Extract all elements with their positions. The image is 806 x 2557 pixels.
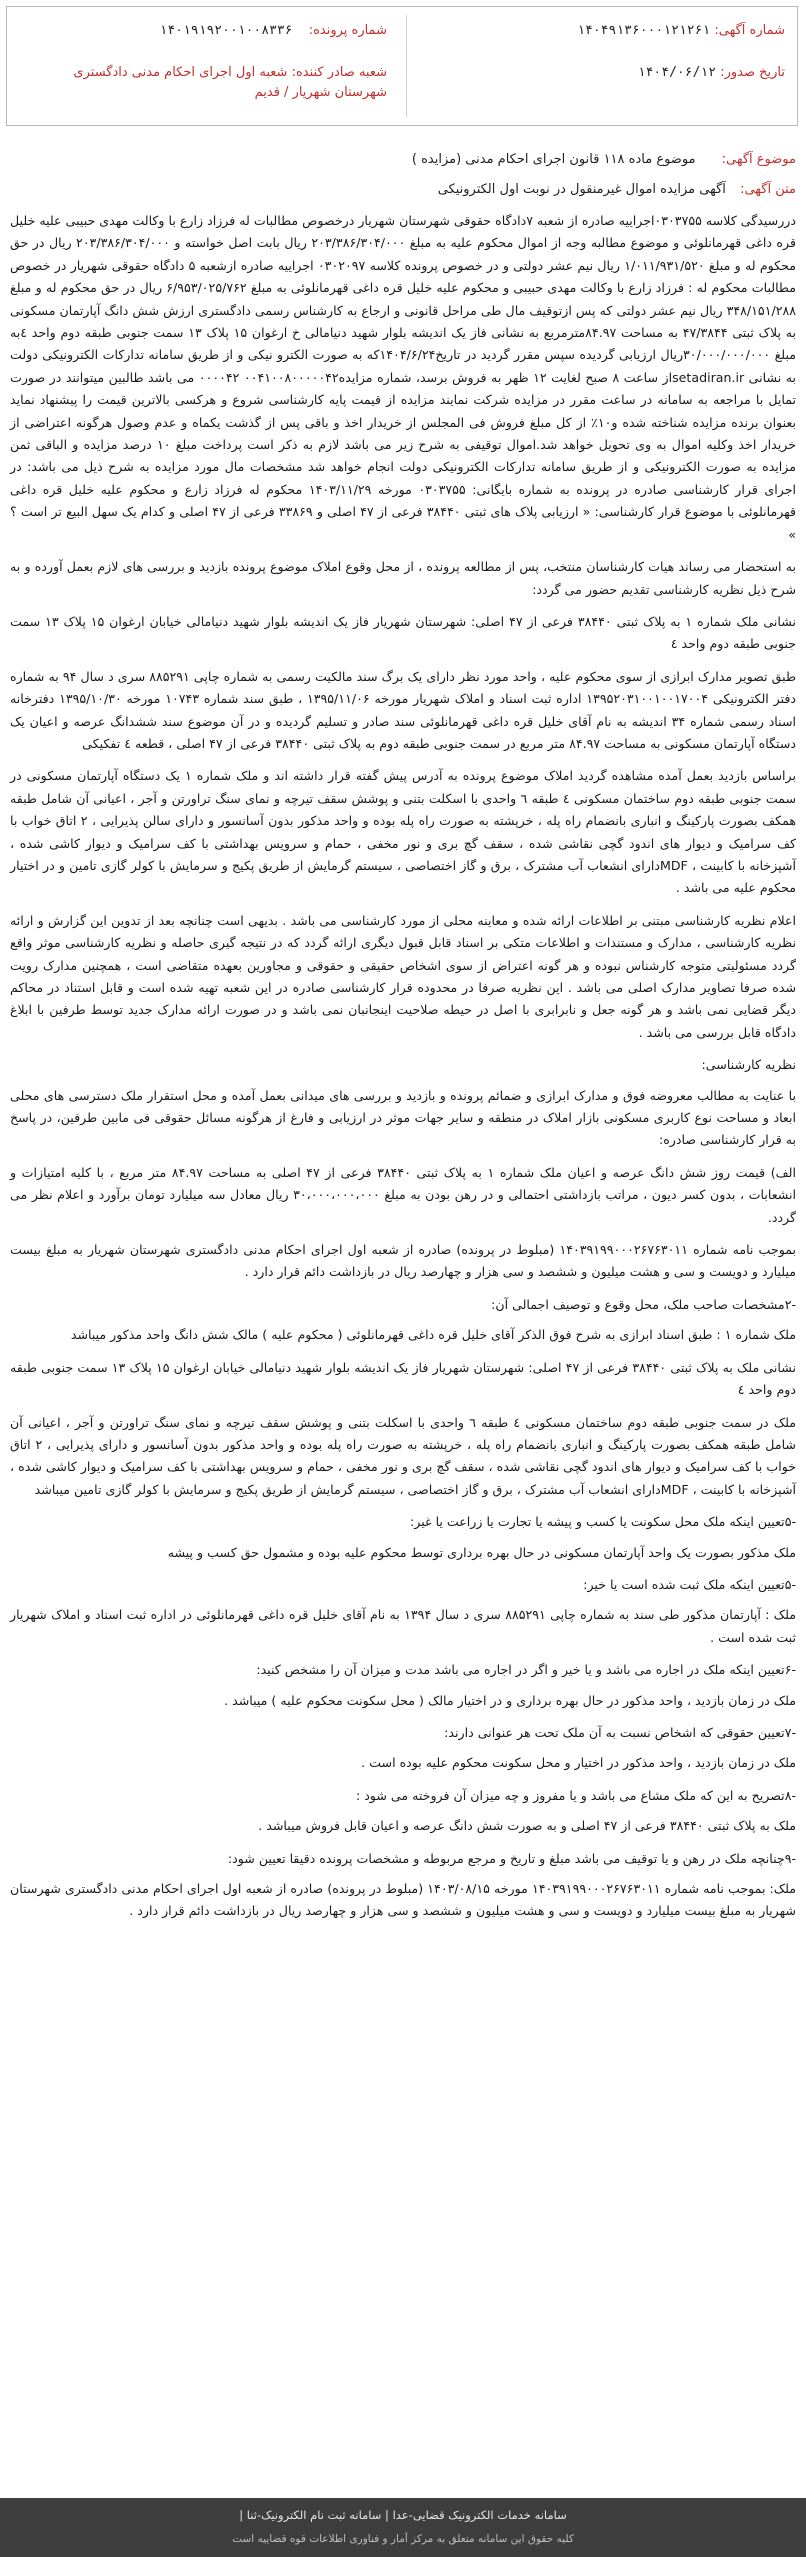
paragraph: ملک به پلاک ثبتی ۳۸۴۴۰ فرعی از ۴۷ اصلی و به صورت شش دانگ عرصه و اعیان قابل فروش میباشد . [258, 1818, 796, 1834]
ad-subject [412, 150, 796, 170]
paragraph: طبق تصویر مدارک ابرازی از سوی محکوم علیه ، واحد مورد نظر دارای یک برگ سند مالکیت رسمی به شماره چاپی ۸۸۵۲۹۱ سری د سال ۹۴ به شماره دفتر الکترونیکی ۱۳۹۵۲۰۳۱۰۰۱۰۰۱۷۰۰۴ اداره ثبت اسناد و املاک شهریار مورخه ۱۳۹۵/۱۱/۰۶ ، طبق سند شماره ۱۰۷۴۳ مورخه ۱۳۹۵/۱۰/۳۰ دفترخانه اسناد رسمی شماره ۳۴ اندیشه به نام آقای خلیل قره داغی قهرمانلوئی سند صادر و تسلیم گردیده و در آن موضوع سند ششدانگ عرصه و اعیان یک دستگاه آپارتمان مسکونی به مساحت ۸۴.۹۷ متر مربع در سمت جنوبی طبقه دوم به پلاک ثبتی ۳۸۴۴۰ فرعی از ۴۷ اصلی ، قطعه ٤ تفکیکی [10, 668, 796, 751]
paragraph: نشانی ملک شماره ۱ به پلاک ثبتی ۳۸۴۴۰ فرعی از ۴۷ اصلی: شهرستان شهریار فاز یک اندیشه بلوار شهید دنیامالی خیابان ارغوان ۱۵ پلاک ۱۳ سمت جنوبی طبقه دوم واحد ٤ [10, 613, 796, 652]
ad-header-box [6, 6, 798, 126]
paragraph: دررسیدگی کلاسه ۰۳۰۳۷۵۵اجراییه صادره از شعبه ۷دادگاه حقوقی شهرستان شهریار درخصوص مطالبات له فرزاد زارع با وکالت مهدی حبیبی علیه خلیل قره داغی قهرمانلوئی و موضوع مطالبه وجه از اموال محکوم علیه به مبلغ ۲۰۳/۳۸۶/۳۰۴/۰۰۰ ریال بابت اصل خواسته و ۲۰۳/۳۸۶/۳۰۴/۰۰۰ ریال در حق محکوم له و مبلغ ۱/۰۱۱/۹۳۱/۵۲۰ ریال نیم عشر دولتی و در خصوص پرونده کلاسه ۰۳۰۲۰۹۷ اجراییه صادره ازشعبه ۵ دادگاه حقوقی شهریار در خصوص مطالبات محکوم له : فرزاد زارع با وکالت مهدی حبیبی و محکوم علیه خلیل قره داغی قهرمانلوئی به مبلغ ۶/۹۵۳/۰۲۵/۷۶۲ ریال در حق محکوم له و مبلغ ۳۴۸/۱۵۱/۲۸۸ ریال نیم عشر دولتی که پس ازتوقیف مال طی مراحل قانونی و ارجاع به کارشناس رسمی دادگستری ارزش شش دانگ آپارتمان مسکونی به پلاک ثبتی ۴۷/۳۸۴۴ به مساحت ۸۴.۹۷مترمربع به نشانی فاز یک اندیشه بلوار شهید دنیامالی خ ارغوان ۱۵ پلاک ۱۳ سمت جنوبی طبقه دوم واحد ٤به مبلغ ۳۰/۰۰۰/۰۰۰/۰۰۰ریال ارزیابی گردیده سپس مقرر گردید در تاریخ۱۴۰۴/۶/۲۴که به صورت الکترو نیکی و از طریق سامانه تدارکات الکترونیکی دولت به نشانی setadiran.irاز ساعت ۸ صبح لغایت ۱۲ ظهر به فروش برسد، شماره مزایده۰۰۴۱۰۰۸۰۰۰۰۰۴۲ ۰۰۰۰۴۲ می باشد طالبین میتوانند در صورت تمایل با مراجعه به سامانه در ساعت مقرر در مزایده شرکت نمایند مزایده از قیمت پایه کارشناسی شروع و هرکسی بالاترین قیمت را پیشنهاد نماید بعنوان برنده مزایده شناخته شده و۱۰٪ از کل مبلغ فروش فی المجلس از خریدار اخذ و باقی پس از گذشت یکماه و عدم وصول هرگونه اعتراضی از خریدار اخذ وکلیه اموال به وی تحویل خواهد شد.اموال توقیفی به شرح زیر می باشد لازم به ذکر است پرداخت مبلغ ۱۰ درصد مزایده و الباقی ثمن مزایده به صورت الکترونیکی و از طریق سامانه تدارکات الکترونیکی دولت انجام خواهد شد مشخصات مال مورد مزایده به شرح ذیل می باشد: در اجرای قرار کارشناسی صادره در پرونده به شماره بایگانی: ۰۳۰۳۷۵۵ مورخه ۱۴۰۳/۱۱/۲۹ محکوم له فرزاد زارع و محکوم علیه خلیل قره داغی قهرمانلوئی با موضوع قرار کارشناسی: « ارزیابی پلاک های ثبتی ۳۸۴۴۰ فرعی از ۴۷ اصلی و ۳۳۸۶۹ فرعی از ۴۷ اصلی و کدام یک سهل البیع تر است ؟ » [10, 213, 797, 542]
paragraph: الف) قیمت روز شش دانگ عرصه و اعیان ملک شماره ۱ به پلاک ثبتی ۳۸۴۴۰ فرعی از ۴۷ اصلی به مساحت ۸۴.۹۷ متر مربع ، با کلیه امتیازات و انشعابات ، بدون کسر دیون ، مراتب بازداشتی احتمالی و در رهن بودن به مبلغ ۳۰،۰۰۰،۰۰۰،۰۰۰ ریال معادل سه میلیارد تومان برآورد و اعلام نظر می گردد. [10, 1164, 797, 1225]
file-number-row [160, 21, 388, 41]
file-number: ۱۴۰۱۹۱۹۲۰۰۱۰۰۸۳۳۶ [159, 23, 293, 38]
subject-value: موضوع ماده ۱۱۸ قانون اجرای احکام مدنی (مزایده ) [411, 152, 696, 167]
section-heading: -۶تعیین اینکه ملک در اجاره می باشد و یا خیر و اگر در اجاره می باشد مدت و میزان آن را مشخص کنید: [256, 1662, 796, 1678]
section-heading: -۵تعیین اینکه ملک محل سکونت یا کسب و پیشه یا تجارت یا زراعت یا غیر: [410, 1514, 796, 1530]
ad-number-row [577, 21, 785, 41]
paragraph: ملک: بموجب نامه شماره ۱۴۰۳۹۱۹۹۰۰۰۲۶۷۶۳۰۱۱ مورخه ۱۴۰۳/۰۸/۱۵ (مبلوط در پرونده) صادره از شعبه اول اجرای احکام مدنی دادگستری شهرستان شهریار به مبلغ بیست میلیارد و دویست و سی و هشت میلیون و ششصد و سی هزار و چهارصد ریال در بازداشت دائم قرار دارد . [10, 1881, 796, 1919]
paragraph: ملک : آپارتمان مذکور طی سند به شماره چاپی ۸۸۵۲۹۱ سری د سال ۱۳۹۴ به نام آقای خلیل قره داغی قهرمانلوئی در اداره ثبت اسناد و املاک شهریار ثبت شده است . [10, 1607, 796, 1645]
site-footer [0, 2498, 806, 2557]
issuer-name: شعبه اول اجرای احکام مدنی دادگستری شهرستان شهریار / قدیم [73, 65, 387, 100]
issuer-label: شعبه صادر کننده: [291, 65, 387, 80]
issue-date: ۱۴۰۴/۰۶/۱۲ [637, 65, 717, 80]
title-value: آگهی مزایده اموال غیرمنقول در نوبت اول الکترونیکی [437, 182, 726, 197]
subject-label: موضوع آگهی: [721, 152, 796, 167]
paragraph: ملک شماره ۱ : طبق اسناد ابرازی به شرح فوق الذکر آقای خلیل قره داغی قهرمانلوئی ( محکوم علیه ) مالک شش دانگ واحد مذکور میباشد [70, 1327, 796, 1343]
paragraph: ملک در زمان بازدید ، واحد مذکور در اختیار و محل سکونت محکوم علیه بوده است . [361, 1755, 796, 1771]
header-divider [406, 15, 407, 117]
ad-title [438, 180, 796, 200]
ad-number-label: شماره آگهی: [714, 23, 785, 38]
title-label: متن آگهی: [740, 182, 796, 197]
paragraph: ملک در زمان بازدید ، واحد مذکور در حال بهره برداری و در اختیار مالک ( محل سکونت محکوم علیه ) میباشد . [224, 1692, 796, 1708]
issuer-row [17, 63, 387, 103]
paragraph: اعلام نظریه کارشناسی مبتنی بر اطلاعات ارائه شده و معاینه محلی از مورد کارشناسی می باشد . بدیهی است چنانچه بعد از تدوین این گزارش و ارائه نظریه کارشناسی ، مدارک و مستندات و اطلاعات متکی بر اسناد قابل قبول دیگری ارائه گردد که در نتیجه گیری حاصله و نظریه کارشناسی موثر واقع گردد مسئولیتی متوجه کارشناس نبوده و هر گونه اعتراض از سوی اشخاص حقیقی و حقوقی و مجاورین بعهده متقاضی است ، همچنین مدارک رویت شده صرفا تصاویر مدارک اصلی می باشد . این نظریه صرفا در محدوده قرار کارشناسی صادره در این شعبه تهیه شده است و قابل استناد در محاکم دیگر قضایی نمی باشد و هر گونه جعل و نابرابری با اصل در حیطه صلاحیت اینجانبان نمی باشد و در صورت ارائه مدارک جدید توسط طرفین با ابلاغ دادگاه قابل بررسی می باشد . [10, 912, 796, 1040]
section-heading: -۵تعیین اینکه ملک ثبت شده است یا خیر: [583, 1576, 796, 1592]
ad-number: ۱۴۰۴۹۱۳۶۰۰۰۱۲۱۲۶۱ [577, 23, 711, 38]
issue-date-row [638, 63, 785, 83]
paragraph: نشانی ملک به پلاک ثبتی ۳۸۴۴۰ فرعی از ۴۷ اصلی: شهرستان شهریار فاز یک اندیشه بلوار شهید دنیامالی خیابان ارغوان ۱۵ پلاک ۱۳ سمت جنوبی طبقه دوم واحد ٤ [10, 1359, 796, 1398]
paragraph: به استحضار می رساند هیات کارشناسان منتخب، پس از مطالعه پرونده ، از محل وقوع املاک موضوع پرونده بازدید و بررسی های لازم بعمل آورده و به شرح ذیل نظریه کارشناسی تقدیم حضور می گردد: [10, 559, 796, 597]
section-heading: -۲مشخصات صاحب ملک، محل وقوع و توصیف اجمالی آن: [491, 1296, 796, 1312]
issue-date-label: تاریخ صدور: [720, 65, 785, 80]
ad-body [10, 210, 796, 1933]
section-heading: -۸تصریح به این که ملک مشاع می باشد و یا مفروز و چه میزان آن فروخته می شود : [355, 1787, 796, 1803]
paragraph: ملک در سمت جنوبی طبقه دوم ساختمان مسکونی ٤ طبقه ٦ واحدی با اسکلت بتنی و پوشش سقف تیرچه و نمای سنگ تراورتن و آجر ، اعیانی آن شامل طبقه همکف بصورت پارکینگ و انباری بانضمام راه پله ، خرپشته به صورت راه پله بوده و واحد مذکور بدون آسانسور و دارای پذیرایی ، ۲ اتاق خواب با کف سرامیک و دیوار های اندود گچی نقاشی شده ، سقف گچ بری و نور مخفی ، حمام و سرویس بهداشتی با کف سرامیک و دیوار کاشی شده ، آشپزخانه با کابینت ، MDFدارای انشعاب آب مشترک ، برق و گاز اختصاصی ، سیستم گرمایش از طریق پکیج و سرمایش با کولر گازی تامین میباشد [10, 1414, 797, 1497]
footer-links[interactable]: سامانه خدمات الکترونیک قضایی-عدا | سامانه ثبت نام الکترونیک-ثنا | [239, 2508, 567, 2522]
paragraph: بموجب نامه شماره ۱۴۰۳۹۱۹۹۰۰۰۲۶۷۶۳۰۱۱ (مبلوط در پرونده) صادره از شعبه اول اجرای احکام مدنی دادگستری شهرستان شهریار به مبلغ بیست میلیارد و دویست و سی و هشت میلیون و ششصد و سی هزار و چهارصد ریال در بازداشت دائم قرار دارد . [10, 1242, 796, 1280]
section-heading: -۷تعیین حقوقی که اشخاص نسبت به آن ملک تحت هر عنوانی دارند: [444, 1724, 796, 1740]
section-heading: -۹چنانچه ملک در رهن و یا توقیف می باشد مبلغ و تاریخ و مرجع مربوطه و مشخصات پرونده دقیقا تعیین شود: [227, 1850, 796, 1866]
paragraph: با عنایت به مطالب معروضه فوق و مدارک ابرازی و ضمائم پرونده و بازدید و بررسی های میدانی بعمل آمده و محل استقرار ملک دسترسی های محلی ابعاد و مساحت نوع کاربری مسکونی بازار املاک در منطقه و سایر جهات موثر در ارزیابی و فارغ از هرگونه مسائل حقوقی فی مابین طرفین، در پاسخ به قرار کارشناسی صادره: [10, 1087, 796, 1148]
footer-copyright: کلیه حقوق این سامانه متعلق به مرکز آمار و فناوری اطلاعات قوه قضاییه است [232, 2533, 574, 2545]
section-heading: نظریه کارشناسی: [701, 1057, 796, 1073]
file-number-label: شماره پرونده: [308, 23, 387, 38]
paragraph: ملک مذکور بصورت یک واحد آپارتمان مسکونی در حال بهره برداری توسط محکوم علیه بوده و مشمول حق کسب و پیشه [167, 1544, 796, 1560]
paragraph: براساس بازدید بعمل آمده مشاهده گردید املاک موضوع پرونده به آدرس پیش گفته قرار داشته اند و ملک شماره ۱ یک دستگاه آپارتمان مسکونی در سمت جنوبی طبقه دوم ساختمان مسکونی ٤ طبقه ٦ واحدی با اسکلت بتنی و پوشش سقف تیرچه و نمای سنگ تراورتن و آجر ، اعیانی آن شامل طبقه همکف بصورت پارکینگ و انباری بانضمام راه پله ، خرپشته به صورت راه پله بوده و واحد مذکور بدون آسانسور و دارای سالن پذیرایی ، ۲ اتاق خواب با کف سرامیک و دیوار های اندود گچی نقاشی شده ، سقف گچ بری و نور مخفی ، حمام و سرویس بهداشتی با کف سرامیک و دیوار کاشی شده ، آشپزخانه با کابینت ، MDFدارای انشعاب آب مشترک ، برق و گاز اختصاصی ، سیستم گرمایش از طریق پکیج و سرمایش با کولر گازی تامین و در اختیار محکوم علیه می باشد . [10, 768, 797, 896]
